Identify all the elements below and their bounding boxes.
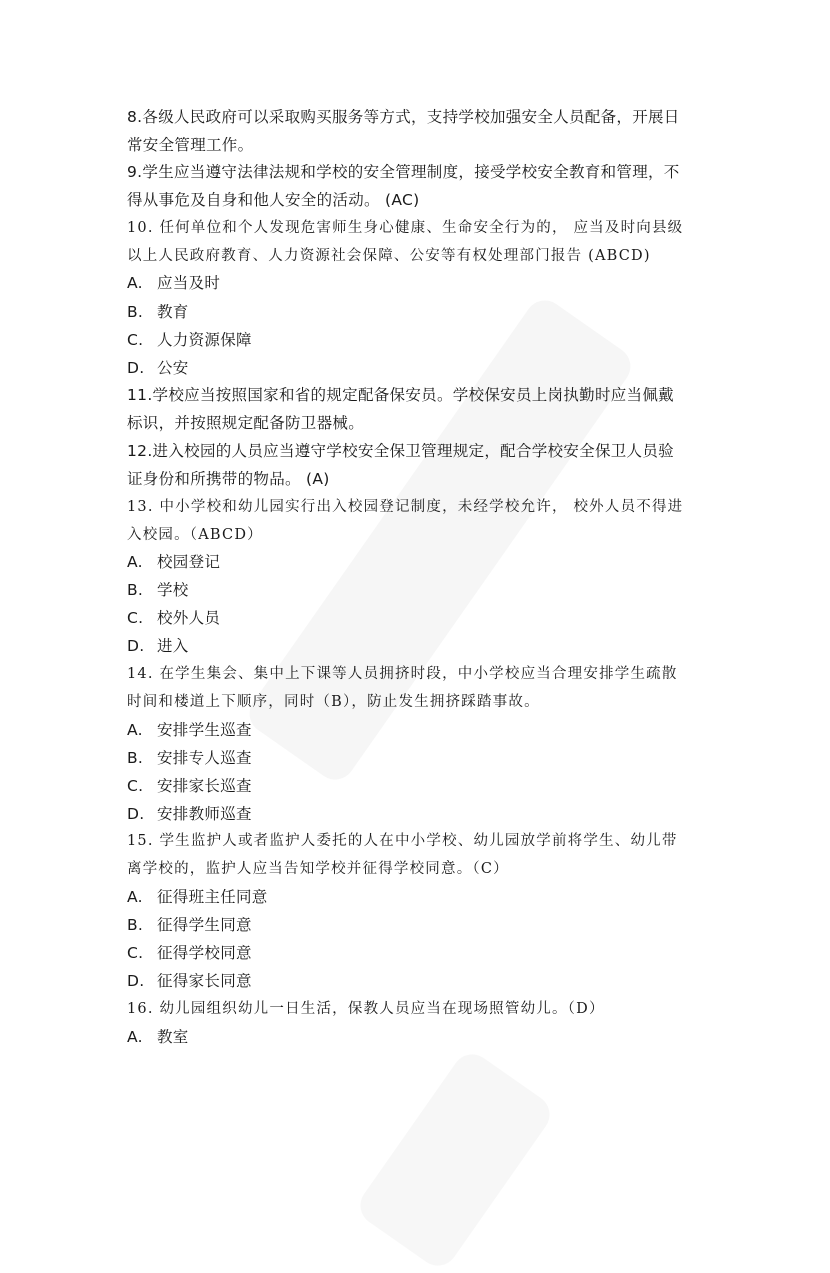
answer-option [127,915,252,935]
question-text-line: 10. 任何单位和个人发现危害师生身心健康、生命安全行为的， 应当及时向县级 [127,220,684,236]
option-letter: A. [127,553,143,571]
answer-option [127,720,252,740]
question-text-line: 13. 中小学校和幼儿园实行出入校园登记制度，未经学校允许， 校外人员不得进 [127,499,684,515]
option-text: 安排学生巡查 [157,721,252,739]
question-text-line: 11.学校应当按照国家和省的规定配备保安员。学校保安员上岗执勤时应当佩戴 [127,386,674,404]
answer-option [127,358,189,378]
answer-option [127,971,252,991]
option-text: 应当及时 [157,274,221,292]
option-letter: D. [127,637,145,655]
answer-option [127,776,252,796]
option-letter: A. [127,1028,143,1046]
option-text: 教室 [157,1028,189,1046]
answer-option [127,552,220,572]
question-text-line: 16. 幼儿园组织幼儿一日生活，保教人员应当在现场照管幼儿。（D） [127,1001,605,1017]
answer-option [127,608,220,628]
option-letter: C. [127,609,144,627]
option-text: 进入 [157,637,189,655]
option-text: 校外人员 [157,609,221,627]
question-text-line: 证身份和所携带的物品。 (A) [127,470,330,488]
option-text: 征得班主任同意 [157,888,268,906]
answer-option [127,273,220,293]
question-text-line: 15. 学生监护人或者监护人委托的人在中小学校、幼儿园放学前将学生、幼儿带 [127,833,678,849]
option-letter: B. [127,303,144,321]
question-text-line: 标识，并按照规定配备防卫器械。 [127,414,365,432]
answer-option [127,887,268,907]
answer-option [127,636,189,656]
question-text-line: 12.进入校园的人员应当遵守学校安全保卫管理规定，配合学校安全保卫人员验 [127,442,674,460]
question-text-line: 离学校的，监护人应当告知学校并征得学校同意。（C） [127,861,509,877]
question-text-line: 得从事危及自身和他人安全的活动。 (AC) [127,191,420,209]
watermark [353,1047,558,1273]
option-letter: B. [127,749,144,767]
option-letter: D. [127,972,145,990]
answer-option [127,804,252,824]
question-text-line: 14. 在学生集会、集中上下课等人员拥挤时段，中小学校应当合理安排学生疏散 [127,666,678,682]
question-text-line: 入校园。（ABCD） [127,527,263,543]
option-text: 人力资源保障 [157,331,252,349]
option-letter: C. [127,331,144,349]
option-letter: B. [127,916,144,934]
option-letter: D. [127,359,145,377]
option-text: 安排专人巡查 [157,749,252,767]
answer-option [127,748,252,768]
option-text: 学校 [157,581,189,599]
question-text-line: 常安全管理工作。 [127,136,254,154]
answer-option [127,1027,189,1047]
option-letter: C. [127,777,144,795]
question-text-line: 9.学生应当遵守法律法规和学校的安全管理制度，接受学校安全教育和管理，不 [127,163,680,181]
answer-option [127,330,252,350]
option-text: 征得学生同意 [157,916,252,934]
option-letter: D. [127,805,145,823]
option-text: 公安 [157,359,189,377]
option-text: 校园登记 [157,553,221,571]
option-letter: C. [127,944,144,962]
question-text-line: 8.各级人民政府可以采取购买服务等方式，支持学校加强安全人员配备，开展日 [127,108,680,126]
option-text: 征得家长同意 [157,972,252,990]
option-text: 征得学校同意 [157,944,252,962]
question-text-line: 时间和楼道上下顺序，同时（B），防止发生拥挤踩踏事故。 [127,694,540,710]
watermark [242,293,639,788]
option-letter: B. [127,581,144,599]
option-letter: A. [127,888,143,906]
answer-option [127,580,189,600]
option-text: 安排家长巡查 [157,777,252,795]
option-text: 教育 [157,303,189,321]
option-letter: A. [127,274,143,292]
question-text-line: 以上人民政府教育、人力资源社会保障、公安等有权处理部门报告 (ABCD) [127,248,651,264]
answer-option [127,943,252,963]
answer-option [127,302,189,322]
option-text: 安排教师巡查 [157,805,252,823]
option-letter: A. [127,721,143,739]
